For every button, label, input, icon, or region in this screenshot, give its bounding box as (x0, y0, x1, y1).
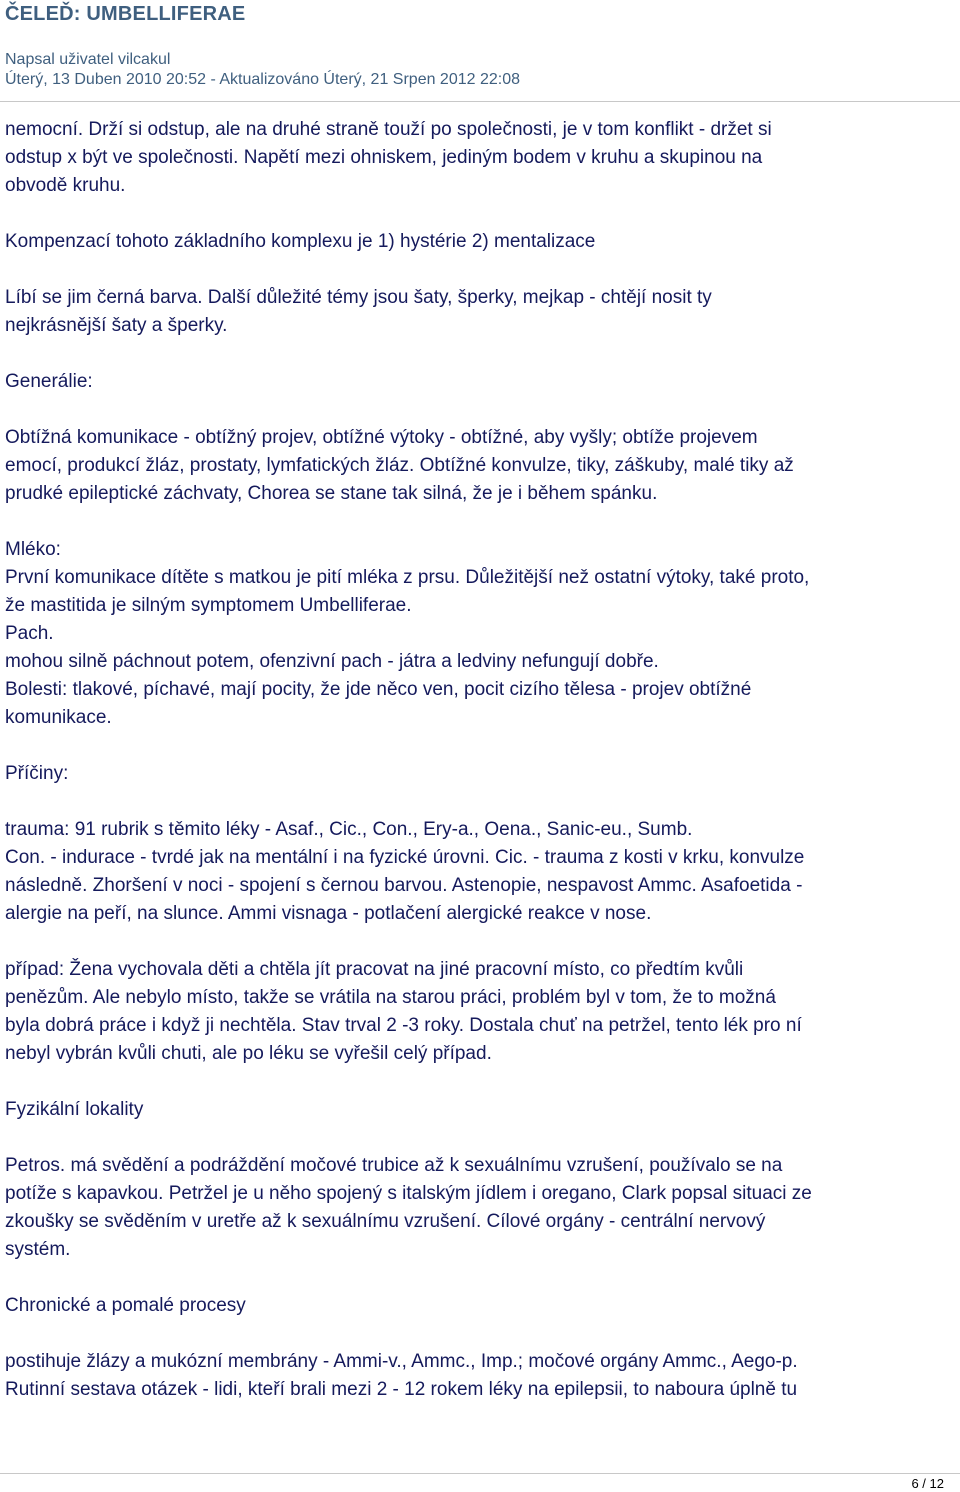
document-meta (5, 50, 520, 90)
body-line: Rutinní sestava otázek - lidi, kteří brali mezi 2 - 12 rokem léky na epilepsii, to naboura úplně tu (5, 1379, 798, 1400)
header-divider (0, 101, 960, 102)
body-line: Petros. má svědění a podráždění močové trubice až k sexuálnímu vzrušení, používalo se na (5, 1155, 783, 1176)
body-line: prudké epileptické záchvaty, Chorea se stane tak silná, že je i během spánku. (5, 483, 658, 504)
body-line: případ: Žena vychovala děti a chtěla jít pracovat na jiné pracovní místo, co předtím kvůli (5, 959, 744, 980)
body-line: penězům. Ale nebylo místo, takže se vrátila na starou práci, problém byl v tom, že to možná (5, 987, 776, 1008)
body-line: obvodě kruhu. (5, 175, 126, 196)
body-line: zkoušky se svěděním v uretře až k sexuálnímu vzrušení. Cílové orgány - centrální nervový (5, 1211, 766, 1232)
body-line: postihuje žlázy a mukózní membrány - Ammi-v., Ammc., Imp.; močové orgány Ammc., Aego-p. (5, 1351, 798, 1372)
section-heading: Fyzikální lokality (5, 1099, 144, 1120)
document-title: ČELEĎ: UMBELLIFERAE (5, 3, 246, 25)
body-line: alergie na peří, na slunce. Ammi visnaga - potlačení alergické reakce v nose. (5, 903, 652, 924)
body-line: odstup x být ve společnosti. Napětí mezi ohniskem, jediným bodem v kruhu a skupinou na (5, 147, 763, 168)
article-body (5, 116, 957, 1404)
body-line: První komunikace dítěte s matkou je pití mléka z prsu. Důležitější než ostatní výtoky, také proto, (5, 567, 810, 588)
date-line: Úterý, 13 Duben 2010 20:52 - Aktualizováno Úterý, 21 Srpen 2012 22:08 (5, 71, 521, 88)
body-line: mohou silně páchnout potem, ofenzivní pach - játra a ledviny nefungují dobře. (5, 651, 659, 672)
body-line: komunikace. (5, 707, 112, 728)
section-heading: Mléko: (5, 539, 61, 560)
body-line: Kompenzací tohoto základního komplexu je 1) hystérie 2) mentalizace (5, 231, 596, 252)
footer-divider (0, 1473, 960, 1474)
body-line: Con. - indurace - tvrdé jak na mentální i na fyzické úrovni. Cic. - trauma z kosti v krku, konvulze (5, 847, 805, 868)
body-line: že mastitida je silným symptomem Umbelliferae. (5, 595, 412, 616)
body-line: Líbí se jim černá barva. Další důležité témy jsou šaty, šperky, mejkap - chtějí nosit ty (5, 287, 712, 308)
section-heading: Příčiny: (5, 763, 69, 784)
body-line: trauma: 91 rubrik s těmito léky - Asaf., Cic., Con., Ery-a., Oena., Sanic-eu., Sumb. (5, 819, 693, 840)
author-line: Napsal uživatel vilcakul (5, 51, 171, 68)
section-heading: Generálie: (5, 371, 93, 392)
body-line: byla dobrá práce i když ji nechtěla. Stav trval 2 -3 roky. Dostala chuť na petržel, tento lék pro ní (5, 1015, 802, 1036)
section-heading: Pach. (5, 623, 54, 644)
body-line: Obtížná komunikace - obtížný projev, obtížné výtoky - obtížné, aby vyšly; obtíže projevem (5, 427, 758, 448)
body-line: nebyl vybrán kvůli chuti, ale po léku se vyřešil celý případ. (5, 1043, 492, 1064)
body-line: potíže s kapavkou. Petržel je u něho spojený s italským jídlem i oregano, Clark popsal situaci ze (5, 1183, 812, 1204)
body-line: nemocní. Drží si odstup, ale na druhé straně touží po společnosti, je v tom konflikt - držet si (5, 119, 772, 140)
body-line: emocí, produkcí žláz, prostaty, lymfatických žláz. Obtížné konvulze, tiky, záškuby, malé tiky až (5, 455, 794, 476)
body-line: systém. (5, 1239, 71, 1260)
page-number: 6 / 12 (911, 1476, 944, 1491)
section-heading: Chronické a pomalé procesy (5, 1295, 246, 1316)
body-line: následně. Zhoršení v noci - spojení s černou barvou. Astenopie, nespavost Ammc. Asafoetida - (5, 875, 803, 896)
body-line: nejkrásnější šaty a šperky. (5, 315, 228, 336)
body-line: Bolesti: tlakové, píchavé, mají pocity, že jde něco ven, pocit cizího tělesa - projev obtížné (5, 679, 752, 700)
